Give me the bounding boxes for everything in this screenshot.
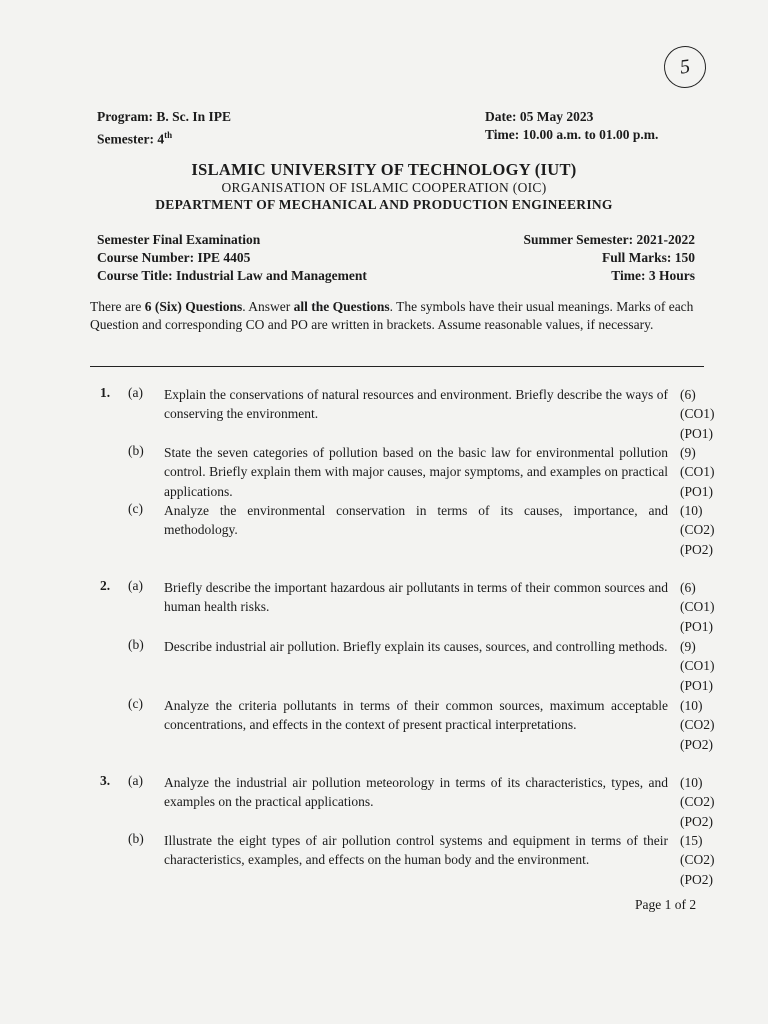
marks-block	[680, 637, 715, 695]
page-footer: Page 1 of 2	[635, 897, 697, 912]
question-text: Analyze the environmental conservation in terms of its causes, importance, and methodology.	[164, 503, 668, 538]
course-outcome: (CO2)	[680, 522, 715, 538]
date-info	[485, 108, 658, 144]
exam-time: Time: 10.00 a.m. to 01.00 p.m.	[485, 127, 659, 142]
part-label: (a)	[128, 385, 143, 400]
marks-block	[680, 696, 715, 754]
program-outcome: (PO1)	[680, 677, 713, 693]
program-outcome: (PO2)	[680, 871, 713, 887]
course-outcome: (CO1)	[680, 658, 715, 674]
exam-details	[97, 231, 367, 285]
program-outcome: (PO2)	[680, 541, 713, 557]
question-text: Briefly describe the important hazardous air pollutants in terms of their common sources and human health risks.	[164, 580, 668, 615]
part-label: (b)	[128, 831, 144, 846]
department-name: DEPARTMENT OF MECHANICAL AND PRODUCTION ENGINEERING	[155, 197, 613, 212]
question-text: State the seven categories of pollution based on the basic law for environmental pollution control. Briefly explain them with major causes, major symptoms, and examples on practical applications.	[164, 445, 668, 499]
marks: (6)	[680, 387, 696, 402]
marks-block	[680, 501, 715, 559]
question-number: 2.	[100, 578, 111, 593]
part-label: (a)	[128, 773, 143, 788]
exam-session: Summer Semester: 2021-2022	[523, 232, 695, 247]
question-text: Describe industrial air pollution. Briefly explain its causes, sources, and controlling methods.	[164, 639, 668, 654]
page-number-circle: 5	[661, 43, 708, 90]
organisation-name: ORGANISATION OF ISLAMIC COOPERATION (OIC)	[221, 180, 547, 195]
divider-line	[90, 366, 704, 367]
marks-block	[680, 831, 715, 889]
part-label: (c)	[128, 501, 143, 516]
marks: (9)	[680, 445, 696, 460]
semester-label: Semester: 4th	[97, 130, 173, 147]
marks-block	[680, 578, 715, 636]
full-marks: Full Marks: 150	[602, 250, 695, 265]
program-info	[97, 108, 231, 149]
program-outcome: (PO2)	[680, 813, 713, 829]
exam-type: Semester Final Examination	[97, 232, 261, 247]
course-outcome: (CO1)	[680, 464, 715, 480]
part-label: (b)	[128, 443, 144, 458]
course-title: Course Title: Industrial Law and Management	[97, 268, 367, 283]
marks: (10)	[680, 698, 703, 713]
course-outcome: (CO2)	[680, 717, 715, 733]
question-text: Illustrate the eight types of air pollution control systems and equipment in terms of their characteristics, examples, and effects on the human body and the environment.	[164, 833, 668, 868]
marks: (10)	[680, 503, 703, 518]
exam-meta	[524, 231, 695, 285]
course-outcome: (CO1)	[680, 406, 715, 422]
marks: (10)	[680, 775, 703, 790]
part-label: (a)	[128, 578, 143, 593]
university-name: ISLAMIC UNIVERSITY OF TECHNOLOGY (IUT)	[191, 160, 577, 179]
marks: (15)	[680, 833, 703, 848]
course-number: Course Number: IPE 4405	[97, 250, 251, 265]
exam-duration: Time: 3 Hours	[611, 268, 695, 283]
question-text: Analyze the criteria pollutants in terms of their common sources, maximum acceptable concentrations, and effects in the context of present practical interpretations.	[164, 698, 668, 733]
part-label: (b)	[128, 637, 144, 652]
course-outcome: (CO1)	[680, 599, 715, 615]
question-text: Analyze the industrial air pollution meteorology in terms of its characteristics, types, and examples on the practical applications.	[164, 775, 668, 810]
program-outcome: (PO1)	[680, 483, 713, 499]
part-label: (c)	[128, 696, 143, 711]
course-outcome: (CO2)	[680, 852, 715, 868]
marks: (6)	[680, 580, 696, 595]
program-outcome: (PO1)	[680, 425, 713, 441]
instructions: There are 6 (Six) Questions. Answer all the Questions. The symbols have their usual meanings. Marks of each Question and corresponding CO and PO are written in brackets. Assume reasonable values, if necessary.	[90, 299, 694, 332]
course-outcome: (CO2)	[680, 794, 715, 810]
marks: (9)	[680, 639, 696, 654]
program-outcome: (PO1)	[680, 618, 713, 634]
marks-block	[680, 385, 715, 443]
question-number: 1.	[100, 385, 111, 400]
question-text: Explain the conservations of natural resources and environment. Briefly describe the ways of conserving the environment.	[164, 387, 668, 422]
marks-block	[680, 773, 715, 831]
exam-date: Date: 05 May 2023	[485, 109, 594, 124]
program-outcome: (PO2)	[680, 736, 713, 752]
marks-block	[680, 443, 715, 501]
question-number: 3.	[100, 773, 111, 788]
program-label: Program: B. Sc. In IPE	[97, 109, 231, 124]
